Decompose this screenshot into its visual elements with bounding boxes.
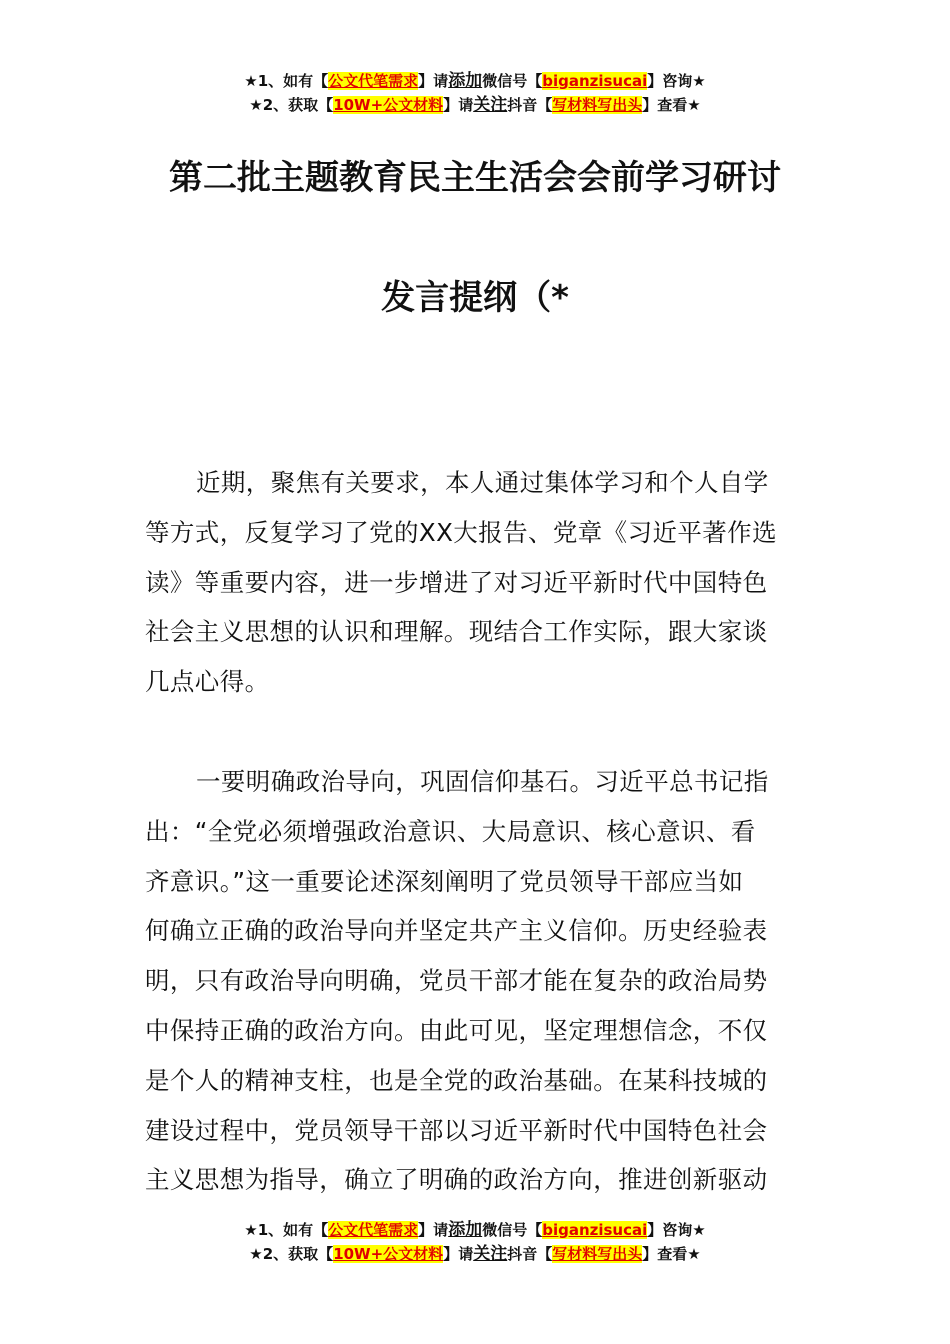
underlined-text: 关注 <box>473 95 508 115</box>
text-line: 主义思想为指导，确立了明确的政治方向，推进创新驱动 <box>145 1165 768 1195</box>
text: 】咨询★ <box>647 72 706 90</box>
text: ★1、如有【 <box>244 1221 329 1239</box>
text: ★2、获取【 <box>249 96 334 114</box>
underlined-text: 关注 <box>473 1244 508 1264</box>
text: 微信号【 <box>482 72 543 90</box>
text: 】请 <box>443 96 474 114</box>
wechat-id: biganzisucai <box>542 1221 648 1239</box>
underlined-text: 添加 <box>448 71 483 91</box>
text: 】请 <box>418 1221 449 1239</box>
text: 】查看★ <box>642 1245 701 1263</box>
highlight-text: 公文代笔需求 <box>328 72 419 90</box>
text: 】咨询★ <box>647 1221 706 1239</box>
wechat-id: biganzisucai <box>542 72 648 90</box>
paragraph-2 <box>145 757 810 1205</box>
text: 】请 <box>443 1245 474 1263</box>
promo-line-2 <box>0 93 950 117</box>
text-line: 齐意识。”这一重要论述深刻阐明了党员领导干部应当如 <box>145 866 744 896</box>
text-line: 何确立正确的政治导向并坚定共产主义信仰。历史经验表 <box>145 916 768 946</box>
text: ★1、如有【 <box>244 72 329 90</box>
promo-line-1 <box>0 69 950 93</box>
underlined-text: 添加 <box>448 1220 483 1240</box>
text-line: 建设过程中，党员领导干部以习近平新时代中国特色社会 <box>145 1115 768 1145</box>
text-line: 是个人的精神支柱，也是全党的政治基础。在某科技城的 <box>145 1065 768 1095</box>
highlight-text: 10W+公文材料 <box>333 1245 444 1263</box>
promo-banner-top <box>0 69 950 117</box>
promo-banner-bottom <box>0 1218 950 1266</box>
text: 】查看★ <box>642 96 701 114</box>
title-line-1: 第二批主题教育民主生活会会前学习研讨 <box>169 158 781 198</box>
text: 抖音【 <box>507 96 553 114</box>
highlight-text: 10W+公文材料 <box>333 96 444 114</box>
text: 微信号【 <box>482 1221 543 1239</box>
text-line: 几点心得。 <box>145 667 270 697</box>
text-line: 明，只有政治导向明确，党员干部才能在复杂的政治局势 <box>145 966 768 996</box>
text-line: 中保持正确的政治方向。由此可见，坚定理想信念，不仅 <box>145 1015 768 1045</box>
promo-line-1 <box>0 1218 950 1242</box>
text: 抖音【 <box>507 1245 553 1263</box>
text-line: 近期，聚焦有关要求，本人通过集体学习和个人自学 <box>196 468 769 497</box>
title-line-2: 发言提纲（* <box>381 278 569 318</box>
text-line: 社会主义思想的认识和理解。现结合工作实际，跟大家谈 <box>145 617 768 647</box>
douyin-id: 写材料写出头 <box>552 96 643 114</box>
douyin-id: 写材料写出头 <box>552 1245 643 1263</box>
text: ★2、获取【 <box>249 1245 334 1263</box>
paragraph-1 <box>145 458 810 707</box>
text-line: 一要明确政治导向，巩固信仰基石。习近平总书记指 <box>196 767 769 796</box>
promo-line-2 <box>0 1242 950 1266</box>
highlight-text: 公文代笔需求 <box>328 1221 419 1239</box>
text-line: 等方式，反复学习了党的XX大报告、党章《习近平著作选 <box>145 517 777 547</box>
text-line: 读》等重要内容，进一步增进了对习近平新时代中国特色 <box>145 567 768 597</box>
text-line: 出：“全党必须增强政治意识、大局意识、核心意识、看 <box>145 816 756 846</box>
text: 】请 <box>418 72 449 90</box>
